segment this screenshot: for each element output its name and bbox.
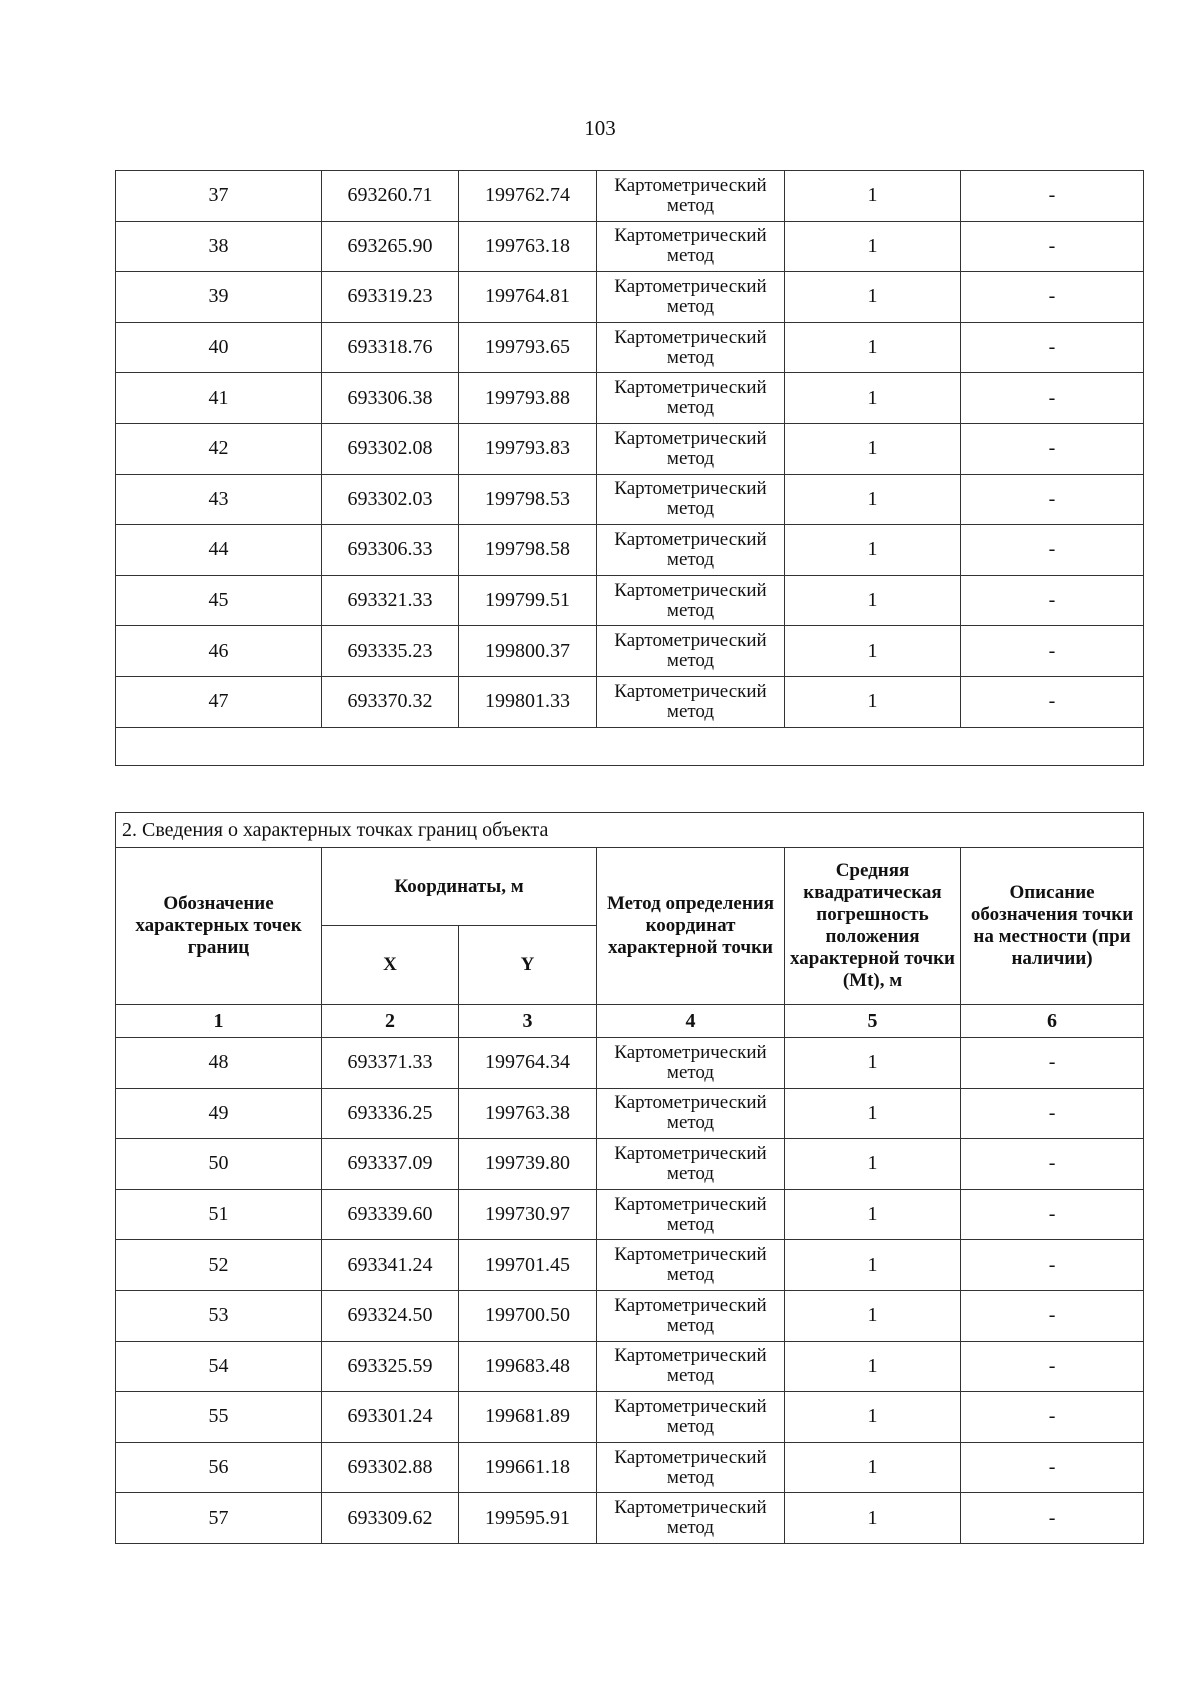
method-line: Картометрический [614, 579, 767, 601]
method-cell [597, 575, 785, 626]
method-line: метод [666, 447, 715, 469]
y-coordinate-cell: 199793.88 [459, 373, 597, 424]
x-coordinate-cell: 693335.23 [322, 626, 459, 677]
method-line: метод [666, 1365, 715, 1387]
y-coordinate-cell: 199762.74 [459, 171, 597, 222]
header-y: Y [459, 926, 597, 1005]
method-line: метод [666, 1162, 715, 1184]
table-row [116, 1038, 1144, 1089]
x-coordinate-cell: 693309.62 [322, 1493, 459, 1544]
y-coordinate-cell: 199801.33 [459, 676, 597, 727]
accuracy-cell: 1 [785, 373, 961, 424]
column-number: 5 [785, 1005, 961, 1038]
description-cell: - [961, 1442, 1144, 1493]
description-cell: - [961, 171, 1144, 222]
header-accuracy: Средняя квадратическая погрешность положения характерной точки (Mt), м [785, 848, 961, 1005]
x-coordinate-cell: 693302.03 [322, 474, 459, 525]
description-cell: - [961, 1139, 1144, 1190]
point-id-cell: 45 [116, 575, 322, 626]
table-row [116, 676, 1144, 727]
method-line: Картометрический [614, 1142, 767, 1164]
table-body [116, 171, 1144, 766]
header-point-designation: Обозначение характерных точек границ [116, 848, 322, 1005]
y-coordinate-cell: 199763.38 [459, 1088, 597, 1139]
y-coordinate-cell: 199730.97 [459, 1189, 597, 1240]
table-row [116, 171, 1144, 222]
y-coordinate-cell: 199595.91 [459, 1493, 597, 1544]
x-coordinate-cell: 693341.24 [322, 1240, 459, 1291]
section-title: 2. Сведения о характерных точках границ объекта [116, 813, 1144, 848]
method-line: Картометрический [614, 1294, 767, 1316]
method-line: Картометрический [614, 1193, 767, 1215]
method-line: Картометрический [614, 427, 767, 449]
y-coordinate-cell: 199764.34 [459, 1038, 597, 1089]
method-line: Картометрический [614, 275, 767, 297]
x-coordinate-cell: 693302.88 [322, 1442, 459, 1493]
description-cell: - [961, 423, 1144, 474]
description-cell: - [961, 1290, 1144, 1341]
table-row [116, 272, 1144, 323]
point-id-cell: 50 [116, 1139, 322, 1190]
y-coordinate-cell: 199798.58 [459, 525, 597, 576]
table-row [116, 575, 1144, 626]
header-method: Метод определения координат характерной точки [597, 848, 785, 1005]
method-cell [597, 525, 785, 576]
description-cell: - [961, 1493, 1144, 1544]
method-line: метод [666, 1061, 715, 1083]
accuracy-cell: 1 [785, 1240, 961, 1291]
y-coordinate-cell: 199793.65 [459, 322, 597, 373]
y-coordinate-cell: 199799.51 [459, 575, 597, 626]
description-cell: - [961, 322, 1144, 373]
point-id-cell: 56 [116, 1442, 322, 1493]
table-row [116, 1442, 1144, 1493]
point-id-cell: 49 [116, 1088, 322, 1139]
point-id-cell: 52 [116, 1240, 322, 1291]
method-line: метод [666, 1314, 715, 1336]
y-coordinate-cell: 199701.45 [459, 1240, 597, 1291]
method-line: метод [666, 1517, 715, 1539]
method-cell [597, 1038, 785, 1089]
description-cell: - [961, 1341, 1144, 1392]
point-id-cell: 44 [116, 525, 322, 576]
method-line: Картометрический [614, 225, 767, 247]
method-cell [597, 322, 785, 373]
y-coordinate-cell: 199739.80 [459, 1139, 597, 1190]
x-coordinate-cell: 693301.24 [322, 1392, 459, 1443]
empty-cell [116, 727, 1144, 765]
header-description: Описание обозначения точки на местности (при наличии) [961, 848, 1144, 1005]
method-line: Картометрический [614, 680, 767, 702]
method-cell [597, 423, 785, 474]
y-coordinate-cell: 199798.53 [459, 474, 597, 525]
column-number: 4 [597, 1005, 785, 1038]
accuracy-cell: 1 [785, 221, 961, 272]
accuracy-cell: 1 [785, 1442, 961, 1493]
table-row [116, 1392, 1144, 1443]
accuracy-cell: 1 [785, 423, 961, 474]
description-cell: - [961, 221, 1144, 272]
accuracy-cell: 1 [785, 1341, 961, 1392]
method-line: метод [666, 245, 715, 267]
method-line: метод [666, 548, 715, 570]
description-cell: - [961, 1392, 1144, 1443]
method-line: Картометрический [614, 630, 767, 652]
description-cell: - [961, 474, 1144, 525]
method-line: метод [666, 295, 715, 317]
method-line: метод [666, 346, 715, 368]
method-cell [597, 1088, 785, 1139]
point-id-cell: 38 [116, 221, 322, 272]
method-line: Картометрический [614, 1446, 767, 1468]
accuracy-cell: 1 [785, 1290, 961, 1341]
point-id-cell: 39 [116, 272, 322, 323]
method-line: метод [666, 397, 715, 419]
x-coordinate-cell: 693302.08 [322, 423, 459, 474]
point-id-cell: 51 [116, 1189, 322, 1240]
description-cell: - [961, 525, 1144, 576]
method-line: метод [666, 1213, 715, 1235]
method-cell [597, 272, 785, 323]
accuracy-cell: 1 [785, 322, 961, 373]
table-row [116, 1341, 1144, 1392]
method-line: метод [666, 1112, 715, 1134]
y-coordinate-cell: 199763.18 [459, 221, 597, 272]
y-coordinate-cell: 199661.18 [459, 1442, 597, 1493]
point-id-cell: 57 [116, 1493, 322, 1544]
x-coordinate-cell: 693260.71 [322, 171, 459, 222]
empty-row [116, 727, 1144, 765]
method-cell [597, 1240, 785, 1291]
x-coordinate-cell: 693336.25 [322, 1088, 459, 1139]
method-cell [597, 676, 785, 727]
method-cell [597, 221, 785, 272]
table-row [116, 373, 1144, 424]
y-coordinate-cell: 199800.37 [459, 626, 597, 677]
x-coordinate-cell: 693321.33 [322, 575, 459, 626]
point-id-cell: 47 [116, 676, 322, 727]
table-row [116, 423, 1144, 474]
method-cell [597, 1493, 785, 1544]
method-line: метод [666, 700, 715, 722]
description-cell: - [961, 1189, 1144, 1240]
table-row [116, 525, 1144, 576]
page-number: 103 [584, 116, 616, 140]
table-body [116, 1038, 1144, 1544]
coordinates-table-continuation [115, 170, 1144, 766]
method-line: метод [666, 194, 715, 216]
description-cell: - [961, 1038, 1144, 1089]
accuracy-cell: 1 [785, 525, 961, 576]
table-row [116, 221, 1144, 272]
accuracy-cell: 1 [785, 1189, 961, 1240]
point-id-cell: 41 [116, 373, 322, 424]
method-line: Картометрический [614, 1395, 767, 1417]
method-cell [597, 171, 785, 222]
table-row [116, 1290, 1144, 1341]
column-number: 6 [961, 1005, 1144, 1038]
description-cell: - [961, 676, 1144, 727]
method-line: Картометрический [614, 1497, 767, 1519]
method-line: метод [666, 1264, 715, 1286]
x-coordinate-cell: 693324.50 [322, 1290, 459, 1341]
x-coordinate-cell: 693337.09 [322, 1139, 459, 1190]
method-line: Картометрический [614, 1244, 767, 1266]
method-line: Картометрический [614, 1092, 767, 1114]
point-id-cell: 43 [116, 474, 322, 525]
description-cell: - [961, 1240, 1144, 1291]
point-id-cell: 54 [116, 1341, 322, 1392]
x-coordinate-cell: 693306.38 [322, 373, 459, 424]
y-coordinate-cell: 199793.83 [459, 423, 597, 474]
x-coordinate-cell: 693370.32 [322, 676, 459, 727]
x-coordinate-cell: 693371.33 [322, 1038, 459, 1089]
x-coordinate-cell: 693306.33 [322, 525, 459, 576]
method-line: метод [666, 1415, 715, 1437]
method-line: Картометрический [614, 174, 767, 196]
boundary-points-table [115, 812, 1144, 1544]
table-row [116, 322, 1144, 373]
table-row [116, 1493, 1144, 1544]
description-cell: - [961, 575, 1144, 626]
header-x: X [322, 926, 459, 1005]
y-coordinate-cell: 199683.48 [459, 1341, 597, 1392]
method-cell [597, 1189, 785, 1240]
point-id-cell: 48 [116, 1038, 322, 1089]
method-line: Картометрический [614, 326, 767, 348]
table-row [116, 1240, 1144, 1291]
accuracy-cell: 1 [785, 1139, 961, 1190]
point-id-cell: 40 [116, 322, 322, 373]
x-coordinate-cell: 693325.59 [322, 1341, 459, 1392]
method-line: метод [666, 599, 715, 621]
point-id-cell: 46 [116, 626, 322, 677]
accuracy-cell: 1 [785, 272, 961, 323]
point-id-cell: 53 [116, 1290, 322, 1341]
accuracy-cell: 1 [785, 171, 961, 222]
accuracy-cell: 1 [785, 1392, 961, 1443]
method-cell [597, 1290, 785, 1341]
accuracy-cell: 1 [785, 1038, 961, 1089]
point-id-cell: 37 [116, 171, 322, 222]
point-id-cell: 42 [116, 423, 322, 474]
table-row [116, 1088, 1144, 1139]
accuracy-cell: 1 [785, 474, 961, 525]
table-row [116, 626, 1144, 677]
method-line: Картометрический [614, 1041, 767, 1063]
method-cell [597, 626, 785, 677]
table-row [116, 1189, 1144, 1240]
x-coordinate-cell: 693318.76 [322, 322, 459, 373]
x-coordinate-cell: 693265.90 [322, 221, 459, 272]
x-coordinate-cell: 693319.23 [322, 272, 459, 323]
description-cell: - [961, 1088, 1144, 1139]
column-number: 2 [322, 1005, 459, 1038]
table-row [116, 1139, 1144, 1190]
table-row [116, 474, 1144, 525]
accuracy-cell: 1 [785, 676, 961, 727]
method-line: метод [666, 498, 715, 520]
method-cell [597, 474, 785, 525]
description-cell: - [961, 626, 1144, 677]
accuracy-cell: 1 [785, 575, 961, 626]
accuracy-cell: 1 [785, 1493, 961, 1544]
description-cell: - [961, 272, 1144, 323]
method-cell [597, 373, 785, 424]
accuracy-cell: 1 [785, 626, 961, 677]
method-line: Картометрический [614, 377, 767, 399]
y-coordinate-cell: 199681.89 [459, 1392, 597, 1443]
method-cell [597, 1341, 785, 1392]
y-coordinate-cell: 199764.81 [459, 272, 597, 323]
method-cell [597, 1442, 785, 1493]
method-line: Картометрический [614, 478, 767, 500]
method-line: Картометрический [614, 1345, 767, 1367]
y-coordinate-cell: 199700.50 [459, 1290, 597, 1341]
x-coordinate-cell: 693339.60 [322, 1189, 459, 1240]
method-line: Картометрический [614, 528, 767, 550]
point-id-cell: 55 [116, 1392, 322, 1443]
method-cell [597, 1392, 785, 1443]
header-coordinates: Координаты, м [322, 848, 597, 926]
method-cell [597, 1139, 785, 1190]
column-number: 3 [459, 1005, 597, 1038]
accuracy-cell: 1 [785, 1088, 961, 1139]
method-line: метод [666, 1466, 715, 1488]
method-line: метод [666, 650, 715, 672]
column-number: 1 [116, 1005, 322, 1038]
description-cell: - [961, 373, 1144, 424]
